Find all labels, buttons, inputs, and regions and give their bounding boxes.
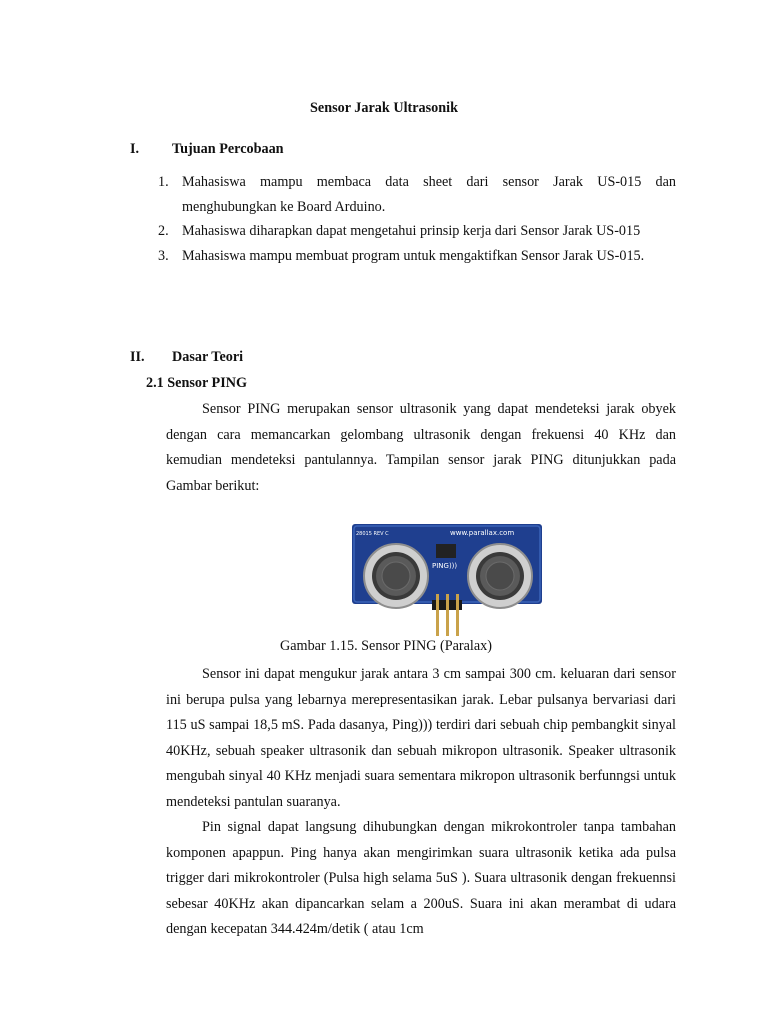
section-2-number: II. (130, 349, 145, 365)
list-item-number: 1. (158, 174, 169, 190)
paragraph-1 (166, 397, 676, 499)
right-transducer (468, 544, 532, 608)
sensor-ping-figure (352, 524, 542, 636)
paragraph-3-text: Pin signal dapat langsung dihubungkan dengan mikrokontroler tanpa tambahan komponen apappun. Ping hanya akan mengirimkan suara ultrasonik ketika ada pulsa trigger dari mikrokontroler (Pulsa high selama 5uS ). Suara ultrasonik dengan frekuennsi sebesar 40KHz akan dipancarkan selam a 200uS. Suara ini akan merambat di udara dengan kecepatan 344.424m/detik ( atau 1cm (166, 819, 676, 938)
list-item-text: Mahasiswa mampu membaca data sheet dari sensor Jarak US-015 dan menghubungkan ke Board Arduino. (182, 174, 676, 215)
header-pins (432, 594, 462, 636)
paragraph-1-text: Sensor PING merupakan sensor ultrasonik yang dapat mendeteksi jarak obyek dengan cara memancarkan gelombang ultrasonik dengan frekuensi 40 KHz dan kemudian mendeteksi pantulannya. Tampilan sensor jarak PING ditunjukkan pada Gambar berikut: (166, 401, 676, 494)
list-item-text: Mahasiswa mampu membuat program untuk mengaktifkan Sensor Jarak US-015. (182, 247, 645, 264)
subsection-title: 2.1 Sensor PING (146, 375, 248, 391)
paragraph-3 (166, 815, 676, 943)
board-label-top: www.parallax.com (450, 529, 515, 537)
document-title: Sensor Jarak Ultrasonik (310, 100, 458, 116)
section-1-title: Tujuan Percobaan (172, 141, 284, 157)
list-item (148, 219, 676, 244)
list-item-number: 3. (158, 247, 169, 264)
list-item (148, 170, 676, 219)
paragraph-2-text: Sensor ini dapat mengukur jarak antara 3 cm sampai 300 cm. keluaran dari sensor ini berupa pulsa yang lebarnya merepresentasikan jarak. Lebar pulsanya bervariasi dari 115 uS sampai 18,5 mS. Pada dasanya, Ping))) terdiri dari sebuah chip pembangkit sinyal 40KHz, sebuah speaker ultrasonik dan sebuah mikropon ultrasonik. Speaker ultrasonik mengubah sinyal 40 KHz menjadi suara sementara mikropon ultrasonik berfunngsi untuk mendeteksi pantulan suaranya. (166, 666, 676, 810)
board-label-ping: PING))) (432, 562, 458, 570)
figure-caption: Gambar 1.15. Sensor PING (Paralax) (280, 638, 492, 654)
paragraph-2 (166, 662, 676, 816)
list-item-text: Mahasiswa diharapkan dapat mengetahui prinsip kerja dari Sensor Jarak US-015 (182, 223, 641, 239)
chip (436, 544, 456, 558)
list-item-number: 2. (158, 223, 169, 239)
list-item (148, 244, 676, 269)
board-label-left: 28015 REV C (356, 531, 389, 537)
objectives-list (148, 170, 676, 268)
left-transducer (364, 544, 428, 608)
section-1-number: I. (130, 141, 140, 157)
section-2-title: Dasar Teori (172, 349, 244, 365)
